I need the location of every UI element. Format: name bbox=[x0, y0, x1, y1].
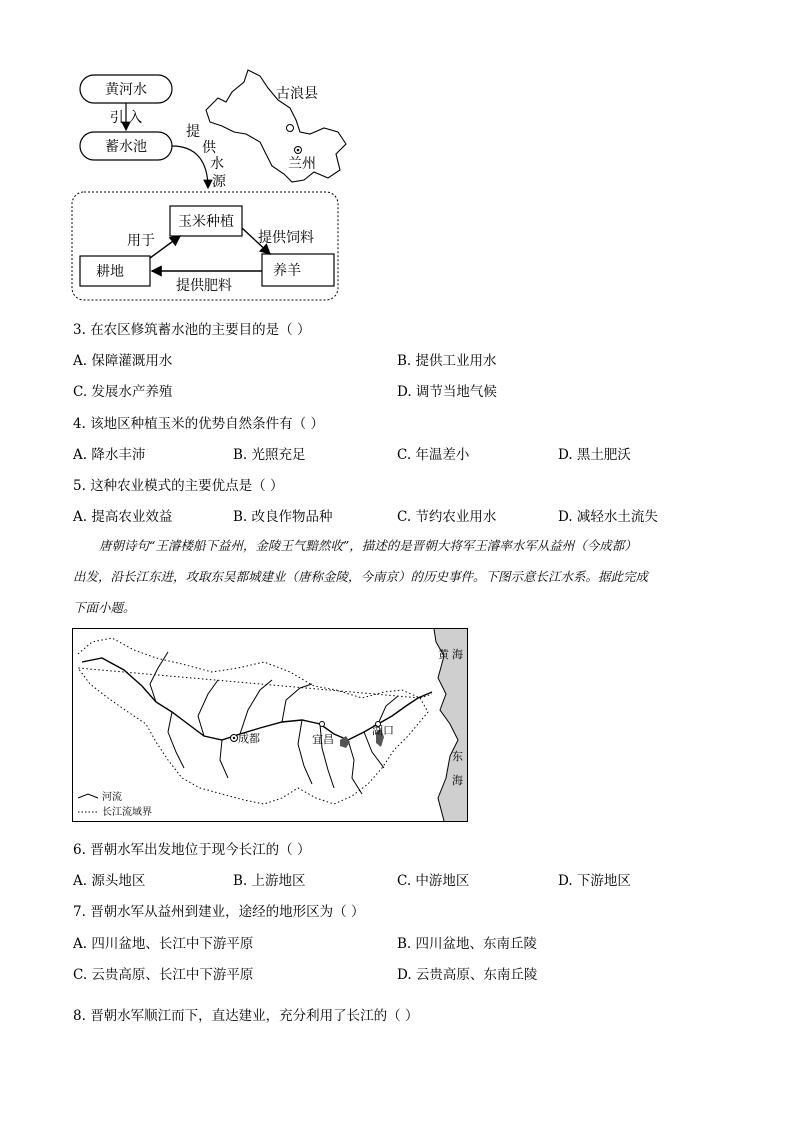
yellow-sea-label-1: 黄 bbox=[438, 648, 449, 661]
q6-option-d[interactable]: D. 下游地区 bbox=[558, 873, 631, 889]
question-8-stem: 8. 晋朝水军顺江而下，直达建业，充分利用了长江的（ ） bbox=[73, 1008, 419, 1024]
passage-line-1: 唐朝诗句“王濬楼船下益州，金陵王气黯然收”，描述的是晋朝大将军王濬率水军从益州（今成都） bbox=[99, 538, 637, 553]
q6-option-b[interactable]: B. 上游地区 bbox=[233, 873, 306, 889]
legend-basin-label: 长江流域界 bbox=[102, 807, 152, 818]
supply-water-4: 源 bbox=[212, 174, 226, 190]
yichang-marker bbox=[320, 722, 325, 727]
question-7-stem: 7. 晋朝水军从益州到建业，途经的地形区为（ ） bbox=[73, 904, 365, 920]
sheep-label: 养羊 bbox=[273, 263, 301, 279]
q7-option-a[interactable]: A. 四川盆地、长江中下游平原 bbox=[73, 936, 254, 952]
east-sea-label-1: 东 bbox=[452, 750, 463, 763]
yichang-label: 宜昌 bbox=[312, 733, 334, 746]
q5-option-c[interactable]: C. 节约农业用水 bbox=[397, 509, 497, 525]
yangtze-river-map bbox=[72, 628, 468, 822]
gulang-marker bbox=[287, 125, 294, 132]
q7-option-d[interactable]: D. 云贵高原、东南丘陵 bbox=[397, 967, 538, 983]
supply-water-1: 提 bbox=[186, 124, 200, 140]
q4-option-a[interactable]: A. 降水丰沛 bbox=[73, 447, 146, 463]
question-4-stem: 4. 该地区种植玉米的优势自然条件有（ ） bbox=[73, 416, 324, 432]
question-5-stem: 5. 这种农业模式的主要优点是（ ） bbox=[73, 478, 284, 494]
q5-option-a[interactable]: A. 提高农业效益 bbox=[73, 509, 173, 525]
hukou-label: 湖口 bbox=[372, 724, 394, 737]
q3-option-b[interactable]: B. 提供工业用水 bbox=[397, 353, 497, 369]
yellow-river-label: 黄河水 bbox=[105, 82, 147, 98]
corn-label: 玉米种植 bbox=[178, 214, 234, 230]
passage bbox=[73, 530, 723, 623]
q6-option-a[interactable]: A. 源头地区 bbox=[73, 873, 146, 889]
gansu-location-map bbox=[198, 62, 358, 192]
chengdu-label: 成都 bbox=[238, 732, 260, 745]
q7-option-c[interactable]: C. 云贵高原、长江中下游平原 bbox=[73, 967, 254, 983]
q4-option-c[interactable]: C. 年温差小 bbox=[397, 447, 470, 463]
yellow-sea-label-2: 海 bbox=[452, 648, 463, 661]
east-sea-label-2: 海 bbox=[452, 774, 463, 787]
supply-water-2: 供 bbox=[202, 140, 216, 156]
reservoir-label: 蓄水池 bbox=[105, 139, 147, 155]
q5-option-d[interactable]: D. 减轻水土流失 bbox=[558, 509, 658, 525]
supply-water-3: 水 bbox=[210, 156, 224, 172]
question-6-stem: 6. 晋朝水军出发地位于现今长江的（ ） bbox=[73, 842, 311, 858]
provide-fertilizer-label: 提供肥料 bbox=[176, 278, 232, 294]
q4-option-b[interactable]: B. 光照充足 bbox=[233, 447, 306, 463]
divert-label: 引 入 bbox=[109, 110, 143, 126]
q6-option-c[interactable]: C. 中游地区 bbox=[397, 873, 470, 889]
q7-option-b[interactable]: B. 四川盆地、东南丘陵 bbox=[397, 936, 538, 952]
q3-option-d[interactable]: D. 调节当地气候 bbox=[397, 384, 497, 400]
passage-line-2: 出发，沿长江东进，攻取东吴都城建业（唐称金陵，今南京）的历史事件。下图示意长江水系。据此完成 bbox=[73, 569, 649, 584]
q3-option-a[interactable]: A. 保障灌溉用水 bbox=[73, 353, 173, 369]
farmland-label: 耕地 bbox=[96, 264, 124, 280]
q5-option-b[interactable]: B. 改良作物品种 bbox=[233, 509, 333, 525]
legend-river-label: 河流 bbox=[102, 792, 122, 803]
passage-line-3: 下面小题。 bbox=[73, 600, 136, 615]
gulang-label: 古浪县 bbox=[276, 86, 318, 102]
provide-feed-label: 提供饲料 bbox=[258, 230, 314, 246]
q4-option-d[interactable]: D. 黑土肥沃 bbox=[558, 447, 631, 463]
lanzhou-marker-inner bbox=[297, 149, 300, 152]
lanzhou-label: 兰州 bbox=[288, 156, 316, 172]
used-for-label: 用于 bbox=[127, 233, 155, 249]
q3-option-c[interactable]: C. 发展水产养殖 bbox=[73, 384, 173, 400]
question-3-stem: 3. 在农区修筑蓄水池的主要目的是（ ） bbox=[73, 322, 311, 338]
